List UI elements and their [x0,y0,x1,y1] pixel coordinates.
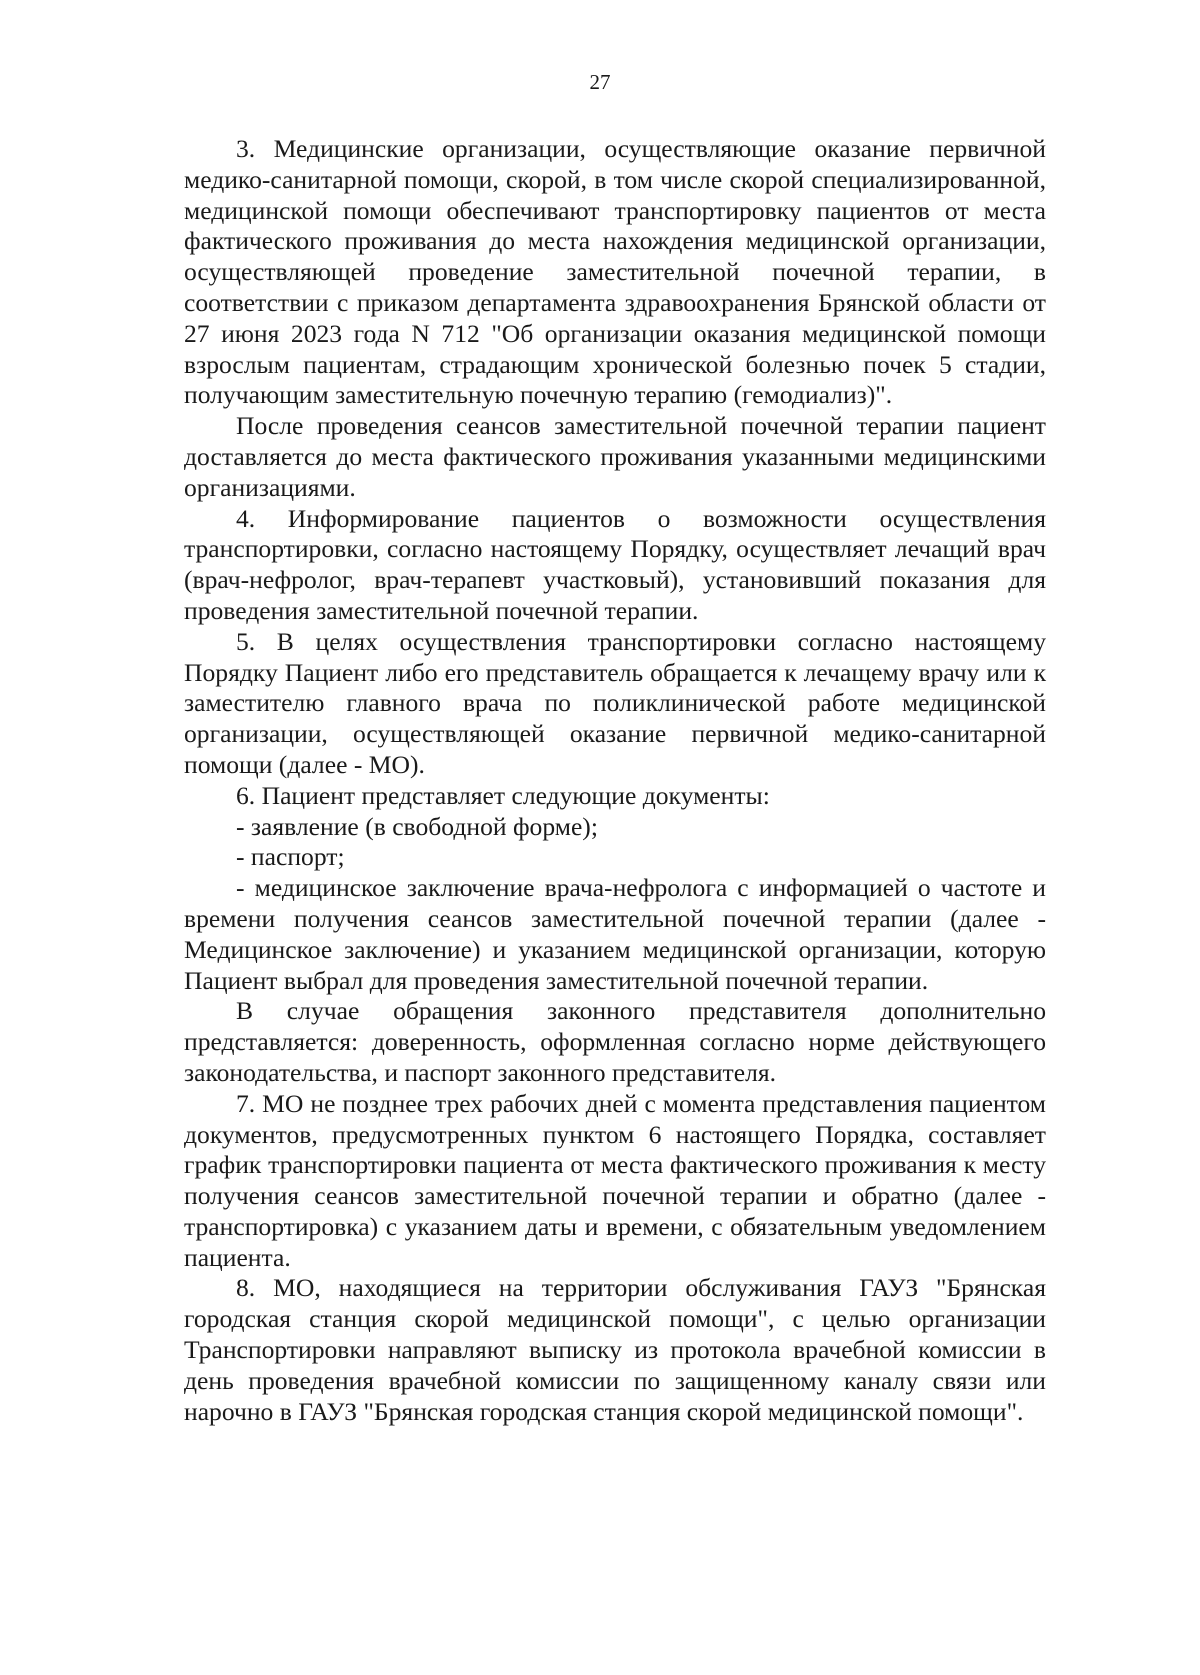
paragraph-item-5: 5. В целях осуществления транспортировки согласно настоящему Порядку Пациент либо его представитель обращается к лечащему врачу или к заместителю главного врача по поликлинической работе медицинской организации, осуществляющей оказание первичной медико-санитарной помощи (далее - МО). [184,626,1046,779]
list-item-application: - заявление (в свободной форме); [236,811,598,841]
page-number: 27 [589,70,611,94]
document-body [184,134,1046,1427]
paragraph-after-dialysis: После проведения сеансов заместительной почечной терапии пациент доставляется до места фактического проживания указанными медицинскими организациями. [184,411,1046,502]
paragraph-item-8: 8. МО, находящиеся на территории обслуживания ГАУЗ "Брянская городская станция скорой медицинской помощи", с целью организации Транспортировки направляют выписку из протокола врачебной комиссии в день проведения врачебной комиссии по защищенному каналу связи или нарочно в ГАУЗ "Брянская городская станция скорой медицинской помощи". [184,1273,1046,1426]
paragraph-legal-representative: В случае обращения законного представителя дополнительно представляется: доверенность, оформленная согласно норме действующего законодательства, и паспорт законного представителя. [184,996,1046,1087]
paragraph-item-3: 3. Медицинские организации, осуществляющие оказание первичной медико-санитарной помощи, скорой, в том числе скорой специализированной, медицинской помощи обеспечивают транспортировку пациентов от места фактического проживания до места нахождения медицинской организации, осуществляющей проведение заместительной почечной терапии, в соответствии с приказом департамента здравоохранения Брянской области от 27 июня 2023 года N 712 "Об организации оказания медицинской помощи взрослым пациентам, страдающим хронической болезнью почек 5 стадии, получающим заместительную почечную терапию (гемодиализ)". [184,134,1046,410]
list-item-medical-conclusion: - медицинское заключение врача-нефролога с информацией о частоте и времени получения сеансов заместительной почечной терапии (далее - Медицинское заключение) и указанием медицинской организации, которую Пациент выбрал для проведения заместительной почечной терапии. [184,873,1046,995]
list-item-passport: - паспорт; [236,842,345,872]
paragraph-item-4: 4. Информирование пациентов о возможности осуществления транспортировки, согласно настоящему Порядку, осуществляет лечащий врач (врач-нефролог, врач-терапевт участковый), установивший показания для проведения заместительной почечной терапии. [184,503,1046,625]
paragraph-item-6: 6. Пациент представляет следующие документы: [236,780,770,810]
paragraph-item-7: 7. МО не позднее трех рабочих дней с момента представления пациентом документов, предусмотренных пунктом 6 настоящего Порядка, составляет график транспортировки пациента от места фактического проживания к месту получения сеансов заместительной почечной терапии и обратно (далее - транспортировка) с указанием даты и времени, с обязательным уведомлением пациента. [184,1088,1046,1272]
